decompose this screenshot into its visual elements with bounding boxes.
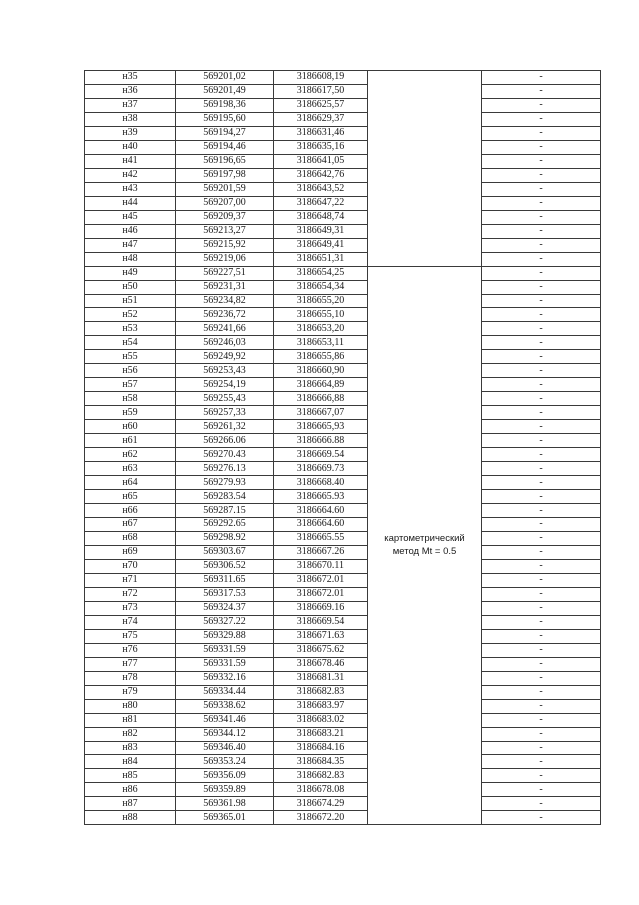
x-coordinate-cell: 569324.37 (176, 601, 274, 615)
table-row (85, 308, 601, 322)
description-cell: - (482, 713, 601, 727)
y-coordinate-cell: 3186664.60 (274, 504, 368, 518)
y-coordinate-cell: 3186668.40 (274, 476, 368, 490)
description-cell: - (482, 392, 601, 406)
x-coordinate-cell: 569306.52 (176, 559, 274, 573)
point-number-cell: н68 (85, 531, 176, 545)
point-number-cell: н74 (85, 615, 176, 629)
description-cell: - (482, 741, 601, 755)
method-label-line1: картометрический (384, 533, 465, 545)
point-number-cell: н53 (85, 322, 176, 336)
description-cell: - (482, 531, 601, 545)
point-number-cell: н66 (85, 504, 176, 518)
x-coordinate-cell: 569194,46 (176, 140, 274, 154)
y-coordinate-cell: 3186665,93 (274, 420, 368, 434)
description-cell: - (482, 811, 601, 825)
description-cell: - (482, 196, 601, 210)
table-row (85, 462, 601, 476)
table-row (85, 448, 601, 462)
x-coordinate-cell: 569341.46 (176, 713, 274, 727)
point-number-cell: н42 (85, 168, 176, 182)
table-row (85, 559, 601, 573)
y-coordinate-cell: 3186683.21 (274, 727, 368, 741)
table-row (85, 797, 601, 811)
table-row (85, 336, 601, 350)
description-cell: - (482, 434, 601, 448)
table-row (85, 713, 601, 727)
point-number-cell: н43 (85, 182, 176, 196)
point-number-cell: н48 (85, 252, 176, 266)
y-coordinate-cell: 3186684.35 (274, 755, 368, 769)
point-number-cell: н75 (85, 629, 176, 643)
method-cell-upper (368, 71, 482, 267)
point-number-cell: н58 (85, 392, 176, 406)
y-coordinate-cell: 3186672.01 (274, 587, 368, 601)
description-cell: - (482, 252, 601, 266)
table-row (85, 476, 601, 490)
x-coordinate-cell: 569359.89 (176, 783, 274, 797)
x-coordinate-cell: 569246,03 (176, 336, 274, 350)
point-number-cell: н81 (85, 713, 176, 727)
point-number-cell: н78 (85, 671, 176, 685)
description-cell: - (482, 462, 601, 476)
description-cell: - (482, 168, 601, 182)
table-row (85, 601, 601, 615)
x-coordinate-cell: 569198,36 (176, 98, 274, 112)
description-cell: - (482, 476, 601, 490)
table-row (85, 350, 601, 364)
table-row (85, 434, 601, 448)
point-number-cell: н73 (85, 601, 176, 615)
table-row (85, 71, 601, 85)
y-coordinate-cell: 3186682.83 (274, 685, 368, 699)
y-coordinate-cell: 3186669.54 (274, 615, 368, 629)
table-row (85, 322, 601, 336)
point-number-cell: н46 (85, 224, 176, 238)
y-coordinate-cell: 3186683.02 (274, 713, 368, 727)
y-coordinate-cell: 3186608,19 (274, 71, 368, 85)
y-coordinate-cell: 3186681.31 (274, 671, 368, 685)
description-cell: - (482, 336, 601, 350)
x-coordinate-cell: 569344.12 (176, 727, 274, 741)
table-row (85, 531, 601, 545)
x-coordinate-cell: 569283.54 (176, 490, 274, 504)
description-cell: - (482, 378, 601, 392)
point-number-cell: н37 (85, 98, 176, 112)
point-number-cell: н41 (85, 154, 176, 168)
description-cell: - (482, 601, 601, 615)
y-coordinate-cell: 3186653,20 (274, 322, 368, 336)
table-row (85, 518, 601, 532)
coordinates-table (84, 70, 601, 825)
table-row (85, 238, 601, 252)
point-number-cell: н69 (85, 545, 176, 559)
description-cell: - (482, 727, 601, 741)
point-number-cell: н64 (85, 476, 176, 490)
point-number-cell: н79 (85, 685, 176, 699)
table-row (85, 154, 601, 168)
y-coordinate-cell: 3186617,50 (274, 84, 368, 98)
description-cell: - (482, 699, 601, 713)
y-coordinate-cell: 3186653,11 (274, 336, 368, 350)
x-coordinate-cell: 569231,31 (176, 280, 274, 294)
description-cell: - (482, 797, 601, 811)
table-row (85, 280, 601, 294)
table-row (85, 392, 601, 406)
x-coordinate-cell: 569365.01 (176, 811, 274, 825)
y-coordinate-cell: 3186635,16 (274, 140, 368, 154)
description-cell: - (482, 587, 601, 601)
table-row (85, 84, 601, 98)
y-coordinate-cell: 3186678.46 (274, 657, 368, 671)
y-coordinate-cell: 3186670.11 (274, 559, 368, 573)
x-coordinate-cell: 569338.62 (176, 699, 274, 713)
description-cell: - (482, 657, 601, 671)
x-coordinate-cell: 569276.13 (176, 462, 274, 476)
x-coordinate-cell: 569311.65 (176, 573, 274, 587)
description-cell: - (482, 364, 601, 378)
y-coordinate-cell: 3186675.62 (274, 643, 368, 657)
table-row (85, 140, 601, 154)
table-row (85, 587, 601, 601)
x-coordinate-cell: 569209,37 (176, 210, 274, 224)
y-coordinate-cell: 3186669.54 (274, 448, 368, 462)
x-coordinate-cell: 569279.93 (176, 476, 274, 490)
x-coordinate-cell: 569254,19 (176, 378, 274, 392)
table-row (85, 727, 601, 741)
x-coordinate-cell: 569329.88 (176, 629, 274, 643)
y-coordinate-cell: 3186641,05 (274, 154, 368, 168)
y-coordinate-cell: 3186654,34 (274, 280, 368, 294)
point-number-cell: н47 (85, 238, 176, 252)
x-coordinate-cell: 569241,66 (176, 322, 274, 336)
x-coordinate-cell: 569236,72 (176, 308, 274, 322)
table-row (85, 699, 601, 713)
description-cell: - (482, 518, 601, 532)
y-coordinate-cell: 3186654,25 (274, 266, 368, 280)
y-coordinate-cell: 3186642,76 (274, 168, 368, 182)
description-cell: - (482, 448, 601, 462)
y-coordinate-cell: 3186655,10 (274, 308, 368, 322)
point-number-cell: н84 (85, 755, 176, 769)
table-row (85, 741, 601, 755)
x-coordinate-cell: 569201,02 (176, 71, 274, 85)
table-row (85, 196, 601, 210)
description-cell: - (482, 98, 601, 112)
description-cell: - (482, 783, 601, 797)
description-cell: - (482, 84, 601, 98)
description-cell: - (482, 406, 601, 420)
y-coordinate-cell: 3186669.16 (274, 601, 368, 615)
point-number-cell: н70 (85, 559, 176, 573)
x-coordinate-cell: 569249,92 (176, 350, 274, 364)
point-number-cell: н76 (85, 643, 176, 657)
point-number-cell: н85 (85, 769, 176, 783)
description-cell: - (482, 126, 601, 140)
table-row (85, 685, 601, 699)
table-row (85, 210, 601, 224)
point-number-cell: н51 (85, 294, 176, 308)
y-coordinate-cell: 3186649,41 (274, 238, 368, 252)
y-coordinate-cell: 3186678.08 (274, 783, 368, 797)
y-coordinate-cell: 3186667.26 (274, 545, 368, 559)
x-coordinate-cell: 569207,00 (176, 196, 274, 210)
y-coordinate-cell: 3186682.83 (274, 769, 368, 783)
description-cell: - (482, 140, 601, 154)
x-coordinate-cell: 569213,27 (176, 224, 274, 238)
x-coordinate-cell: 569261,32 (176, 420, 274, 434)
point-number-cell: н35 (85, 71, 176, 85)
y-coordinate-cell: 3186672.20 (274, 811, 368, 825)
description-cell: - (482, 154, 601, 168)
y-coordinate-cell: 3186664,89 (274, 378, 368, 392)
x-coordinate-cell: 569234,82 (176, 294, 274, 308)
point-number-cell: н57 (85, 378, 176, 392)
y-coordinate-cell: 3186649,31 (274, 224, 368, 238)
point-number-cell: н54 (85, 336, 176, 350)
point-number-cell: н52 (85, 308, 176, 322)
x-coordinate-cell: 569194,27 (176, 126, 274, 140)
point-number-cell: н36 (85, 84, 176, 98)
point-number-cell: н82 (85, 727, 176, 741)
x-coordinate-cell: 569303.67 (176, 545, 274, 559)
y-coordinate-cell: 3186667,07 (274, 406, 368, 420)
table-row (85, 294, 601, 308)
description-cell: - (482, 71, 601, 85)
description-cell: - (482, 615, 601, 629)
table-row (85, 364, 601, 378)
description-cell: - (482, 182, 601, 196)
description-cell: - (482, 210, 601, 224)
table-row (85, 783, 601, 797)
table-row (85, 252, 601, 266)
table-row (85, 112, 601, 126)
point-number-cell: н77 (85, 657, 176, 671)
point-number-cell: н83 (85, 741, 176, 755)
point-number-cell: н65 (85, 490, 176, 504)
description-cell: - (482, 573, 601, 587)
description-cell: - (482, 671, 601, 685)
y-coordinate-cell: 3186655,20 (274, 294, 368, 308)
description-cell: - (482, 420, 601, 434)
x-coordinate-cell: 569270.43 (176, 448, 274, 462)
point-number-cell: н62 (85, 448, 176, 462)
point-number-cell: н71 (85, 573, 176, 587)
table-row (85, 573, 601, 587)
table-row (85, 629, 601, 643)
point-number-cell: н86 (85, 783, 176, 797)
point-number-cell: н72 (85, 587, 176, 601)
x-coordinate-cell: 569287.15 (176, 504, 274, 518)
description-cell: - (482, 294, 601, 308)
y-coordinate-cell: 3186643,52 (274, 182, 368, 196)
description-cell: - (482, 280, 601, 294)
description-cell: - (482, 755, 601, 769)
point-number-cell: н60 (85, 420, 176, 434)
point-number-cell: н88 (85, 811, 176, 825)
x-coordinate-cell: 569201,59 (176, 182, 274, 196)
coordinates-table-body (85, 71, 601, 825)
description-cell: - (482, 490, 601, 504)
y-coordinate-cell: 3186651,31 (274, 252, 368, 266)
y-coordinate-cell: 3186666,88 (274, 392, 368, 406)
x-coordinate-cell: 569257,33 (176, 406, 274, 420)
y-coordinate-cell: 3186629,37 (274, 112, 368, 126)
point-number-cell: н61 (85, 434, 176, 448)
table-row (85, 224, 601, 238)
table-row (85, 490, 601, 504)
table-row (85, 378, 601, 392)
y-coordinate-cell: 3186665.93 (274, 490, 368, 504)
x-coordinate-cell: 569334.44 (176, 685, 274, 699)
description-cell: - (482, 308, 601, 322)
description-cell: - (482, 643, 601, 657)
y-coordinate-cell: 3186625,57 (274, 98, 368, 112)
x-coordinate-cell: 569196,65 (176, 154, 274, 168)
description-cell: - (482, 224, 601, 238)
description-cell: - (482, 238, 601, 252)
x-coordinate-cell: 569331.59 (176, 657, 274, 671)
table-row (85, 182, 601, 196)
y-coordinate-cell: 3186631,46 (274, 126, 368, 140)
x-coordinate-cell: 569356.09 (176, 769, 274, 783)
y-coordinate-cell: 3186647,22 (274, 196, 368, 210)
table-row (85, 643, 601, 657)
x-coordinate-cell: 569195,60 (176, 112, 274, 126)
description-cell: - (482, 266, 601, 280)
x-coordinate-cell: 569215,92 (176, 238, 274, 252)
table-row (85, 406, 601, 420)
y-coordinate-cell: 3186674.29 (274, 797, 368, 811)
point-number-cell: н39 (85, 126, 176, 140)
table-row (85, 671, 601, 685)
point-number-cell: н50 (85, 280, 176, 294)
table-row (85, 420, 601, 434)
table-row (85, 266, 601, 280)
point-number-cell: н87 (85, 797, 176, 811)
x-coordinate-cell: 569331.59 (176, 643, 274, 657)
description-cell: - (482, 322, 601, 336)
method-label-line2: метод Mt = 0.5 (392, 546, 457, 558)
table-row (85, 504, 601, 518)
x-coordinate-cell: 569197,98 (176, 168, 274, 182)
y-coordinate-cell: 3186648,74 (274, 210, 368, 224)
y-coordinate-cell: 3186665.55 (274, 531, 368, 545)
x-coordinate-cell: 569332.16 (176, 671, 274, 685)
table-row (85, 769, 601, 783)
y-coordinate-cell: 3186660,90 (274, 364, 368, 378)
y-coordinate-cell: 3186666.88 (274, 434, 368, 448)
point-number-cell: н63 (85, 462, 176, 476)
method-cell-lower (368, 266, 482, 825)
y-coordinate-cell: 3186671.63 (274, 629, 368, 643)
x-coordinate-cell: 569361.98 (176, 797, 274, 811)
x-coordinate-cell: 569219,06 (176, 252, 274, 266)
y-coordinate-cell: 3186655,86 (274, 350, 368, 364)
y-coordinate-cell: 3186683.97 (274, 699, 368, 713)
point-number-cell: н49 (85, 266, 176, 280)
table-row (85, 615, 601, 629)
point-number-cell: н45 (85, 210, 176, 224)
x-coordinate-cell: 569346.40 (176, 741, 274, 755)
table-row (85, 755, 601, 769)
point-number-cell: н44 (85, 196, 176, 210)
table-row (85, 545, 601, 559)
y-coordinate-cell: 3186664.60 (274, 518, 368, 532)
table-row (85, 811, 601, 825)
x-coordinate-cell: 569201,49 (176, 84, 274, 98)
x-coordinate-cell: 569353.24 (176, 755, 274, 769)
point-number-cell: н67 (85, 518, 176, 532)
table-row (85, 98, 601, 112)
point-number-cell: н80 (85, 699, 176, 713)
table-row (85, 126, 601, 140)
description-cell: - (482, 685, 601, 699)
description-cell: - (482, 545, 601, 559)
point-number-cell: н55 (85, 350, 176, 364)
x-coordinate-cell: 569266.06 (176, 434, 274, 448)
description-cell: - (482, 112, 601, 126)
description-cell: - (482, 504, 601, 518)
y-coordinate-cell: 3186669.73 (274, 462, 368, 476)
description-cell: - (482, 769, 601, 783)
description-cell: - (482, 629, 601, 643)
x-coordinate-cell: 569253,43 (176, 364, 274, 378)
point-number-cell: н38 (85, 112, 176, 126)
y-coordinate-cell: 3186672.01 (274, 573, 368, 587)
table-row (85, 657, 601, 671)
x-coordinate-cell: 569255,43 (176, 392, 274, 406)
point-number-cell: н56 (85, 364, 176, 378)
x-coordinate-cell: 569298.92 (176, 531, 274, 545)
x-coordinate-cell: 569327.22 (176, 615, 274, 629)
x-coordinate-cell: 569227,51 (176, 266, 274, 280)
table-row (85, 168, 601, 182)
y-coordinate-cell: 3186684.16 (274, 741, 368, 755)
x-coordinate-cell: 569292.65 (176, 518, 274, 532)
point-number-cell: н40 (85, 140, 176, 154)
description-cell: - (482, 350, 601, 364)
x-coordinate-cell: 569317.53 (176, 587, 274, 601)
point-number-cell: н59 (85, 406, 176, 420)
description-cell: - (482, 559, 601, 573)
